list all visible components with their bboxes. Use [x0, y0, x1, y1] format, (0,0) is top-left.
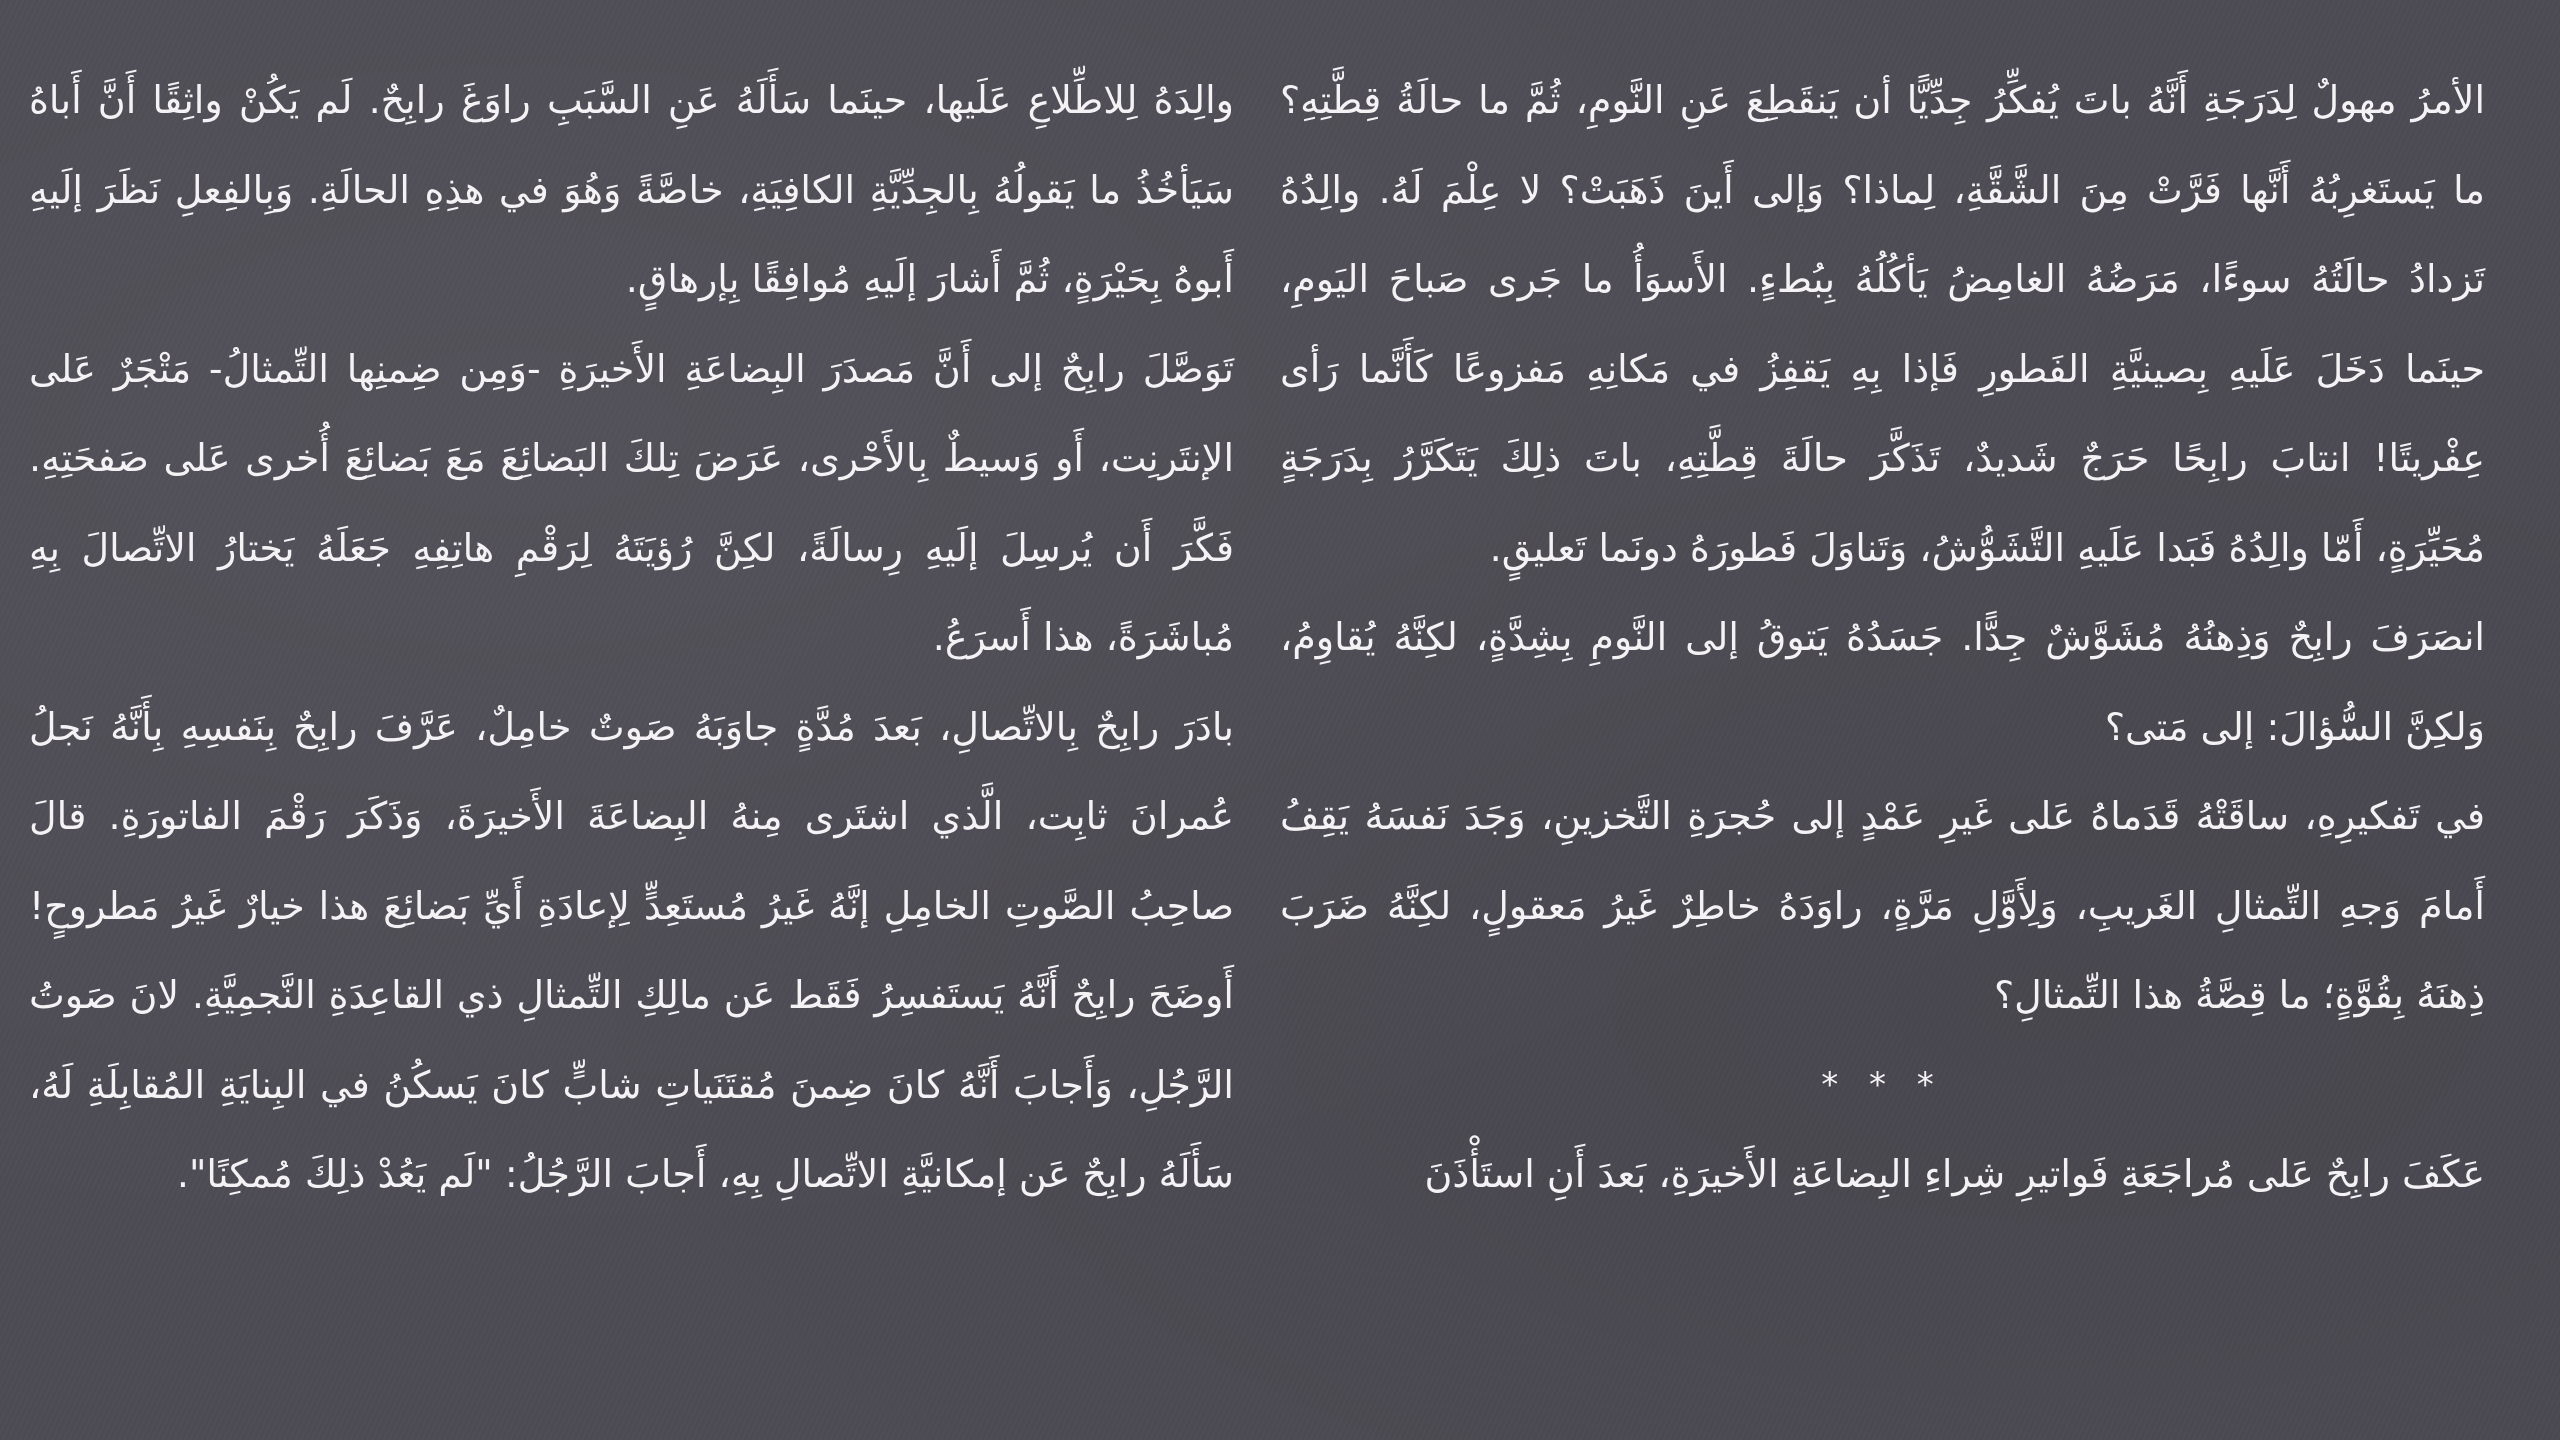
- right-text-column: [1280, 56, 2485, 1220]
- left-text-column: [29, 56, 1234, 1220]
- paragraph: والِدَهُ لِلاطِّلاعِ عَلَيها، حينَما سَأَلَهُ عَنِ السَّبَبِ راوَغَ رابِحٌ. لَم يَكُنْ واثِقًا أَنَّ أَباهُ سَيَأخُذُ ما يَقولُهُ بِالجِدِّيَّةِ الكافِيَةِ، خاصَّةً وَهُوَ في هذِهِ الحالَةِ. وَبِالفِعلِ نَظَرَ إلَيهِ أَبوهُ بِحَيْرَةٍ، ثُمَّ أَشارَ إلَيهِ مُوافِقًا بِإرهاقٍ.: [29, 78, 1234, 301]
- paragraph: انصَرَفَ رابِحٌ وَذِهنُهُ مُشَوَّشٌ جِدًّا. جَسَدُهُ يَتوقُ إلى النَّومِ بِشِدَّةٍ، لكِنَّهُ يُقاوِمُ، وَلكِنَّ السُّؤالَ: إلى مَتى؟: [1280, 615, 2485, 749]
- section-separator: * * *: [1821, 1064, 1944, 1105]
- paragraph: بادَرَ رابِحٌ بِالاتِّصالِ، بَعدَ مُدَّةٍ جاوَبَهُ صَوتٌ خامِلٌ، عَرَّفَ رابِحٌ بِنَفسِهِ بِأَنَّهُ نَجلُ عُمرانَ ثابِت، الَّذي اشتَرى مِنهُ البِضاعَةَ الأَخيرَةَ، وَذَكَرَ رَقْمَ الفاتورَةِ. قالَ صاحِبُ الصَّوتِ الخامِلِ إنَّهُ غَيرُ مُستَعِدٍّ لِإعادَةِ أَيِّ بَضائِعَ هذا خيارٌ غَيرُ مَطروحٍ! أَوضَحَ رابِحٌ أَنَّهُ يَستَفسِرُ فَقَط عَن مالِكِ التِّمثالِ ذي القاعِدَةِ النَّجمِيَّةِ. لانَ صَوتُ الرَّجُلِ، وَأَجابَ أَنَّهُ كانَ ضِمنَ مُقتَنَياتِ شابٍّ كانَ يَسكُنُ في البِنايَةِ المُقابِلَةِ لَهُ، سَأَلَهُ رابِحٌ عَن إمكانيَّةِ الاتِّصالِ بِهِ، أَجابَ الرَّجُلُ: "لَم يَعُدْ ذلِكَ مُمكِنًا".: [29, 704, 1234, 1196]
- paragraph: في تَفكيرِهِ، ساقَتْهُ قَدَماهُ عَلى غَيرِ عَمْدٍ إلى حُجرَةِ التَّخزينِ، وَجَدَ نَفسَهُ يَقِفُ أَمامَ وَجهِ التِّمثالِ الغَريبِ، وَلِأَوَّلِ مَرَّةٍ، راوَدَهُ خاطِرٌ غَيرُ مَعقولٍ، لكِنَّهُ ضَرَبَ ذِهنَهُ بِقُوَّةٍ؛ ما قِصَّةُ هذا التِّمثالِ؟: [1280, 794, 2485, 1017]
- paragraph: تَوَصَّلَ رابِحٌ إلى أَنَّ مَصدَرَ البِضاعَةِ الأَخيرَةِ -وَمِن ضِمنِها التِّمثالُ- مَتْجَرٌ عَلى الإنتَرنِت، أَو وَسيطٌ بِالأَحْرى، عَرَضَ تِلكَ البَضائِعَ مَعَ بَضائِعَ أُخرى عَلى صَفحَتِهِ. فَكَّرَ أَن يُرسِلَ إلَيهِ رِسالَةً، لكِنَّ رُؤيَتَهُ لِرَقْمِ هاتِفِهِ جَعَلَهُ يَختارُ الاتِّصالَ بِهِ مُباشَرَةً، هذا أَسرَعُ.: [29, 346, 1234, 659]
- paragraph: عَكَفَ رابِحٌ عَلى مُراجَعَةِ فَواتيرِ شِراءِ البِضاعَةِ الأَخيرَةِ، بَعدَ أَنِ استَأْذَنَ: [1424, 1152, 2485, 1196]
- paragraph: الأمرُ مهولٌ لِدَرَجَةِ أَنَّهُ باتَ يُفكِّرُ جِدِّيًّا أن يَنقَطِعَ عَنِ النَّومِ، ثُمَّ ما حالَةُ قِطَّتِهِ؟ ما يَستَغرِبُهُ أَنَّها فَرَّتْ مِنَ الشَّقَّةِ، لِماذا؟ وَإلى أَينَ ذَهَبَتْ؟ لا عِلْمَ لَهُ. والِدُهُ تَزدادُ حالَتُهُ سوءًا، مَرَضُهُ الغامِضُ يَأكُلُهُ بِبُطءٍ. الأَسوَأُ ما جَرى صَباحَ اليَومِ، حينَما دَخَلَ عَلَيهِ بِصينيَّةِ الفَطورِ فَإذا بِهِ يَقفِزُ في مَكانِهِ مَفزوعًا كَأَنَّما رَأى عِفْريتًا! انتابَ رابِحًا حَرَجٌ شَديدٌ، تَذَكَّرَ حالَةَ قِطَّتِهِ، باتَ ذلِكَ يَتَكَرَّرُ بِدَرَجَةٍ مُحَيِّرَةٍ، أَمّا والِدُهُ فَبَدا عَلَيهِ التَّشَوُّشُ، وَتَناوَلَ فَطورَهُ دونَما تَعليقٍ.: [1280, 78, 2485, 570]
